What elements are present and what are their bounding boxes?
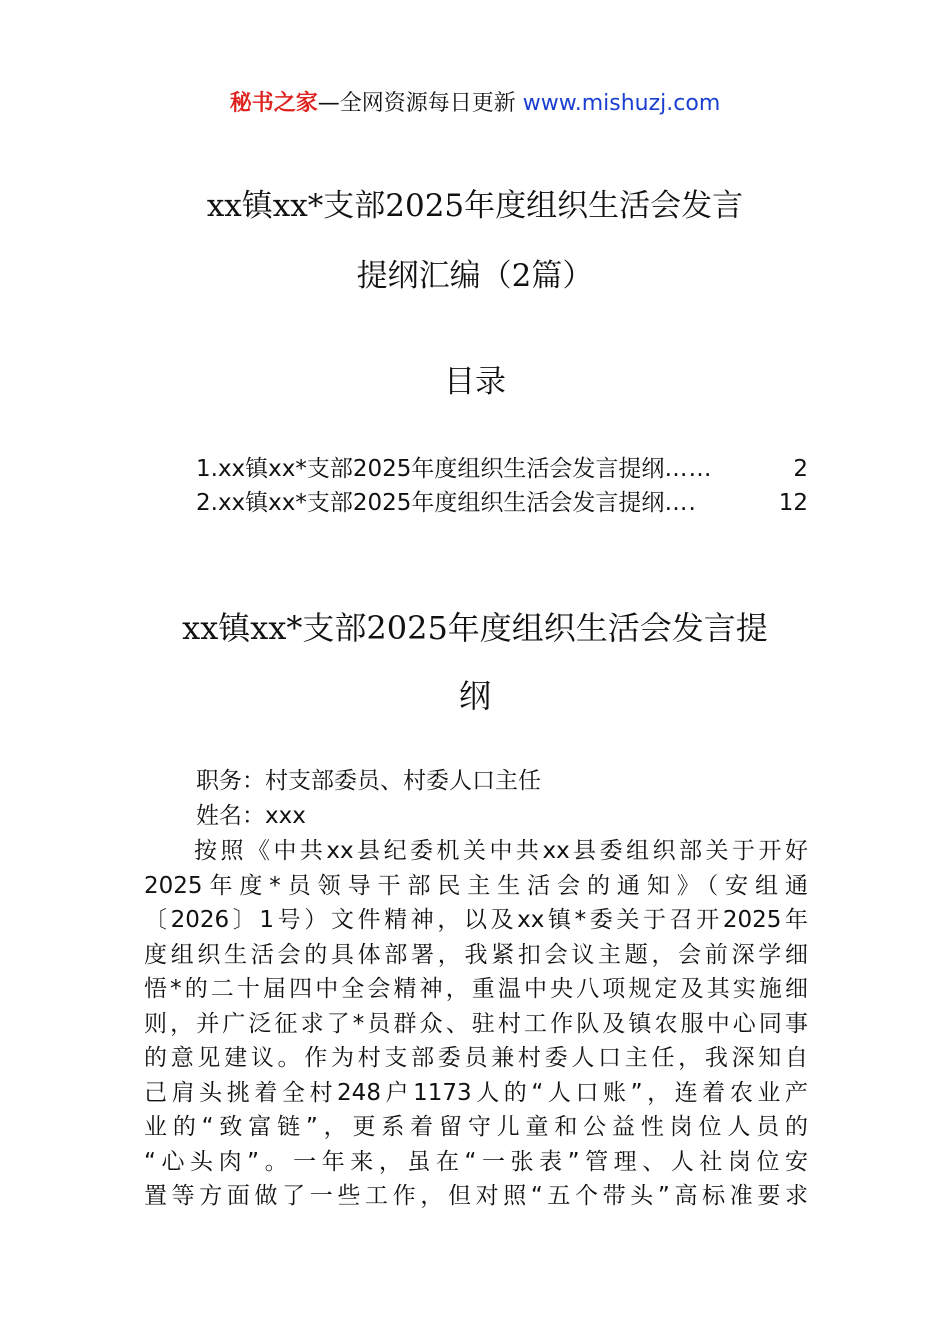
- body-line: 2025年度*员领导干部民主生活会的通知》（安组通: [144, 872, 808, 899]
- site-header: [0, 88, 950, 120]
- toc-item-leader: ……: [664, 456, 713, 482]
- body-line: 则，并广泛征求了*员群众、驻村工作队及镇农服中心同事: [144, 1010, 808, 1037]
- toc-item-leader: ….: [664, 490, 697, 516]
- toc-item-2[interactable]: [196, 486, 808, 520]
- site-tagline: —全网资源每日更新: [317, 91, 516, 116]
- body-line: 按照《中共xx县纪委机关中共xx县委组织部关于开好: [194, 838, 808, 864]
- toc-heading: 目录: [444, 364, 506, 400]
- position-line: 职务：村支部委员、村委人口主任: [196, 768, 541, 794]
- section-title-line1: xx镇xx*支部2025年度组织生活会发言提: [182, 609, 768, 647]
- section-title-line2: 纲: [458, 677, 491, 715]
- body-line: 业的“致富链”，更系着留守儿童和公益性岗位人员的: [144, 1114, 808, 1140]
- toc-item-page: 2: [793, 456, 808, 482]
- body-line: 的意见建议。作为村支部委员兼村委人口主任，我深知自: [144, 1045, 808, 1071]
- body-line: 置等方面做了一些工作，但对照“五个带头”高标准要求: [144, 1183, 808, 1209]
- brand-name: 秘书之家: [229, 91, 318, 116]
- toc-item-1[interactable]: [196, 452, 808, 486]
- site-url-link[interactable]: www.mishuzj.com: [522, 91, 721, 116]
- name-line: 姓名：xxx: [196, 803, 306, 829]
- body-paragraph: [144, 834, 808, 1214]
- toc-item-text: 2.xx镇xx*支部2025年度组织生活会发言提纲: [196, 490, 665, 516]
- body-line: “心头肉”。一年来，虽在“一张表”管理、人社岗位安: [144, 1148, 808, 1175]
- body-line: 己肩头挑着全村248户1173人的“人口账”，连着农业产: [144, 1079, 808, 1106]
- document-title-line2: 提纲汇编（2篇）: [356, 258, 594, 294]
- toc-item-text: 1.xx镇xx*支部2025年度组织生活会发言提纲: [196, 456, 665, 482]
- body-line: 悟*的二十届四中全会精神，重温中央八项规定及其实施细: [144, 976, 808, 1002]
- table-of-contents: [196, 452, 808, 520]
- body-line: 度组织生活会的具体部署，我紧扣会议主题，会前深学细: [144, 941, 808, 968]
- body-line: 〔2026〕1号）文件精神，以及xx镇*委关于召开2025年: [144, 907, 808, 933]
- toc-item-page: 12: [778, 490, 808, 516]
- document-title-line1: xx镇xx*支部2025年度组织生活会发言: [206, 188, 744, 224]
